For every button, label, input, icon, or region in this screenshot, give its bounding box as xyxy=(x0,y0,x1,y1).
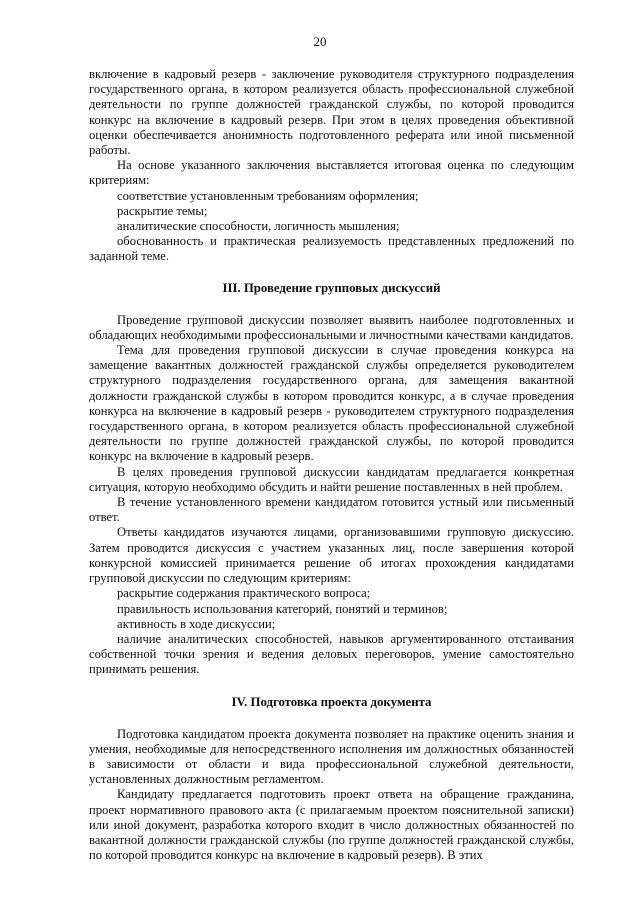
paragraph: В целях проведения групповой дискуссии кандидатам предлагается конкретная ситуация, которую необходимо обсудить и найти решение поставленных в ней проблем. xyxy=(89,464,574,494)
criteria-item: аналитические способности, логичность мышления; xyxy=(117,219,400,234)
paragraph: включение в кадровый резерв - заключение руководителя структурного подразделения государственного органа, в котором реализуется область профессиональной служебной деятельности по группе должностей гражданской службы, по которой проводится конкурс на включение в кадровый резерв. При этом в целях проведения объективной оценки обеспечивается анонимность подготовленного реферата или иной письменной работы. xyxy=(89,67,574,158)
page-body xyxy=(89,67,574,863)
criteria-item: раскрытие темы; xyxy=(117,203,208,218)
paragraph: На основе указанного заключения выставляется итоговая оценка по следующим критериям: xyxy=(89,158,574,188)
criteria-item: активность в ходе дискуссии; xyxy=(117,616,276,631)
criteria-item: правильность использования категорий, понятий и терминов; xyxy=(117,601,448,616)
criteria-item: раскрытие содержания практического вопроса; xyxy=(117,586,371,601)
paragraph: Ответы кандидатов изучаются лицами, организовавшими групповую дискуссию. Затем проводится дискуссия с участием указанных лиц, после завершения которой конкурсной комиссией принимается решение об итогах прохождения кандидатами групповой дискуссии по следующим критериям: xyxy=(89,525,574,586)
paragraph: наличие аналитических способностей, навыков аргументированного отстаивания собственной точки зрения и ведения деловых переговоров, умение самостоятельно принимать решения. xyxy=(89,631,574,677)
criteria-item: соответствие установленным требованиям оформления; xyxy=(117,188,419,203)
paragraph: Проведение групповой дискуссии позволяет выявить наиболее подготовленных и обладающих необходимыми профессиональными и личностными качествами кандидатов. xyxy=(89,312,574,342)
section-heading: III. Проведение групповых дискуссий xyxy=(222,280,441,295)
paragraph: Тема для проведения групповой дискуссии в случае проведения конкурса на замещение вакантных должностей гражданской службы определяется руководителем структурного подразделения государственного органа, для замещения вакантной должности гражданской службы в котором проводится конкурс, а в случае проведения конкурса на включение в кадровый резерв - руководителем структурного подразделения государственного органа, в котором реализуется область профессиональной служебной деятельности по группе должностей гражданской службы, по которой проводится конкурс на включение в кадровый резерв. xyxy=(89,343,574,464)
section-heading: IV. Подготовка проекта документа xyxy=(231,694,432,709)
paragraph: Подготовка кандидатом проекта документа позволяет на практике оценить знания и умения, необходимые для непосредственного исполнения им должностных обязанностей в зависимости от области и вида профессиональной служебной деятельности, установленных должностным регламентом. xyxy=(89,726,574,787)
paragraph: В течение установленного времени кандидатом готовится устный или письменный ответ. xyxy=(89,495,574,525)
paragraph: обоснованность и практическая реализуемость представленных предложений по заданной теме. xyxy=(89,234,574,264)
page-number: 20 xyxy=(313,34,327,49)
paragraph: Кандидату предлагается подготовить проект ответа на обращение гражданина, проект нормативного правового акта (с прилагаемым проектом пояснительной записки) или иной документ, разработка которого входит в число должностных обязанностей по вакантной должности гражданской службы (по группе должностей гражданской службы, по которой проводится конкурс на включение в кадровый резерв). В этих xyxy=(89,787,574,863)
